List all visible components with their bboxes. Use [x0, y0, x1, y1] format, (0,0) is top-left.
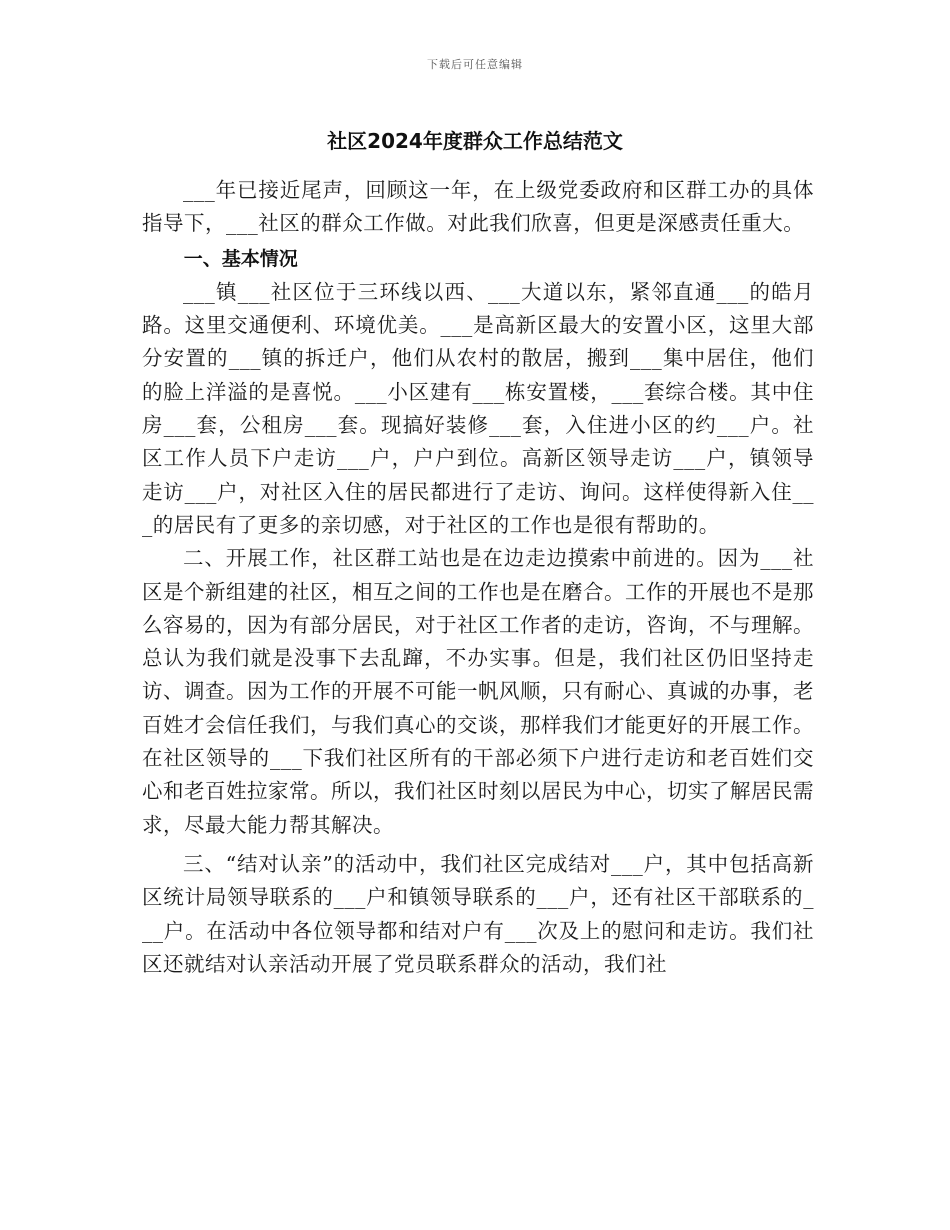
basic-situation-paragraph: ___镇___社区位于三环线以西、___大道以东，紧邻直通___的皓月路。这里交通便利、环境优美。___是高新区最大的安置小区，这里大部分安置的___镇的拆迁户，他们从农村的散居，搬到___集中居住，他们的脸上洋溢的是喜悦。___小区建有___栋安置楼，___套综合楼。其中住房___套，公租房___套。现搞好装修___套，入住进小区的约___户。社区工作人员下户走访___户，户户到位。高新区领导走访___户，镇领导走访___户，对社区入住的居民都进行了走访、询问。这样使得新入住___的居民有了更多的亲切感，对于社区的工作也是很有帮助的。 — [142, 279, 814, 537]
document-title: 社区2024年度群众工作总结范文 — [327, 129, 623, 153]
document-body — [142, 174, 814, 981]
section-heading-basic-situation: 一、基本情况 — [183, 247, 298, 270]
header-note: 下载后可任意编辑 — [427, 58, 523, 71]
work-carried-out-paragraph: 二、开展工作，社区群工站也是在边走边摸索中前进的。因为___社区是个新组建的社区，相互之间的工作也是在磨合。工作的开展也不是那么容易的，因为有部分居民，对于社区工作者的走访，咨询，不与理解。总认为我们就是没事下去乱蹿，不办实事。但是，我们社区仍旧坚持走访、调查。因为工作的开展不可能一帆风顺，只有耐心、真诚的办事，老百姓才会信任我们，与我们真心的交谈，那样我们才能更好的开展工作。在社区领导的___下我们社区所有的干部必须下户进行走访和老百姓们交心和老百姓拉家常。所以，我们社区时刻以居民为中心，切实了解居民需求，尽最大能力帮其解决。 — [142, 546, 814, 837]
intro-paragraph: ___年已接近尾声，回顾这一年，在上级党委政府和区群工办的具体指导下，___社区的群众工作做。对此我们欣喜，但更是深感责任重大。 — [142, 178, 814, 236]
pairing-activity-paragraph: 三、“结对认亲”的活动中，我们社区完成结对___户，其中包括高新区统计局领导联系的___户和镇领导联系的___户，还有社区干部联系的___户。在活动中各位领导都和结对户有___次及上的慰问和走访。我们社区还就结对认亲活动开展了党员联系群众的活动，我们社 — [142, 851, 814, 976]
